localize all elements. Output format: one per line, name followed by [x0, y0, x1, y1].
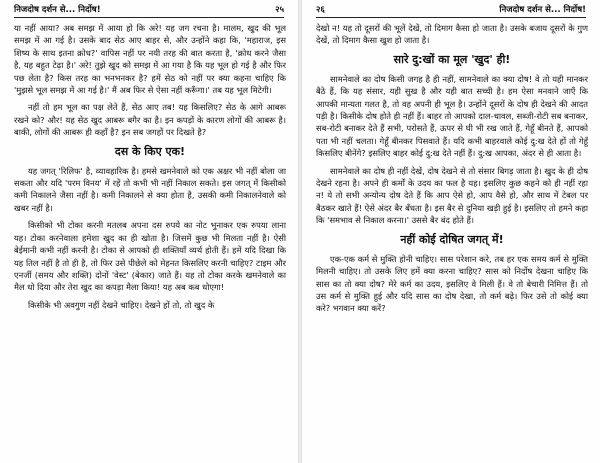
right-page: [302, 0, 600, 463]
paragraph: यह जगत् 'रिलिफ' है, व्यावहारिक है। हमसे खमनेवाले को एक अक्षर भी नहीं बोला जा सकता और यदि 'परम विनय' में रहें तो कभी भी नहीं निकाल सकते। इस जगत् में किसीको कमी निकालने जैसा नहीं है। कमी निकालने से क्या होता है, उसकी कमी निकालनेवाले को खबर नहीं है।: [14, 165, 286, 213]
right-header-title: निजदोष दर्शन से... निर्दोष!: [499, 5, 586, 15]
right-page-header: [316, 3, 586, 18]
paragraph: किसीको भी टोका करनी मतलब अपना दस रुपये का नोट भुनाकर एक रुपया लाना यह। टोका करनेवाला हमेशा खुद का ही खोता है। जिसमें कुछ भी मिलता नहीं है। ऐसी बेईमानी कभी नहीं करनी है। टोका से आपको ही शक्तियाँ व्यर्थ होती हैं। हमें यदि दिखा कि यह तिल नहीं है तो ही है, तो फिर उसे पीछेले को मेहनत किसलिए करनी चाहिए? टाइम और एनर्जी (समय और शक्ति) दोनों 'वेस्ट' (बेकार) जाते हैं। यह तो टोका करके खमनेवाले का मैल धो दिया और तेरा खुद का कपड़ा मैला किया! यह अब कब धोएगा!: [14, 220, 286, 293]
right-page-number: २६: [316, 5, 325, 15]
paragraph: नहीं तो हम भूल का पक्ष लेते हैं, सेठ आए तब! यह किसलिए? सेठ के आगे आबरू रखने को? और! यह सेठ खुद आबरू बगैर का है। इन कपड़ों के कारण लोगों की आबरू है। बाकी, लोगों की आबरू ही कहाँ है? इन सब जगहों पर दिखते है?: [14, 102, 286, 138]
section-heading: सारे दु:खों का मूल 'खुद' ही!: [393, 52, 511, 66]
paragraph: सामनेवाले का दोष ही नहीं देखें, दोष देखने से तो संसार बिगड़ जाता है। खुद के ही दोष देखने रहना है। अपने ही कर्मों के उदय का फल है यह। इसलिए कुछ कहने को ही नहीं रहा न! ये तो सभी अन्योन्य दोष देते हैं कि आप ऐसे हो, आप वैसे हो, और साथ में टेबल पर बैठकर खाते हैं! ऐसे अंदर बैर बँधता है। इस बैर से दुनिया खड़ी हुई है। इसलिए तो हमने कहा कि 'समभाव से निकाल करना।' उससे बैर बंद होते हैं।: [316, 165, 588, 226]
left-page-body: [14, 22, 286, 459]
paragraph: एक-एक कर्म से मुक्ति होनी चाहिए। सास परेशान करे, तब हर एक समय कर्म से मुक्ति मिलनी चाहिए। तो उसके लिए हमें क्या करना चाहिए? सास को निर्दोष देखना चाहिए कि सास का तो क्या दोष? मेरे कर्म का उदय, इसलिए वे मिली हैं। वे तो बेचारी निमित्त हैं। तो उस कर्म से मुक्ति हुई और यदि सास का दोष देखा, तो कर्म बढ़े। फिर उसे तो कोई क्या करे? भगवान क्या करें?: [316, 253, 588, 314]
left-page: [0, 0, 298, 463]
right-page-body: [316, 22, 588, 459]
left-header-title: निजदोष दर्शन से... निर्दोष!: [14, 5, 101, 15]
paragraph: देखो न! यह तो दूसरों की भूलें देखें, तो दिमाग कैसा हो जाता है। उसके बजाय दूसरों के गुण देखें, तो दिमाग कैसा खुश हो जाता है।: [316, 23, 588, 46]
paragraph: या नहीं आया? अब समझ में आया हो कि अरे! यह जग रचना है। मालम, खुद की भूल समझ में आ गई है। उसके बाद सेठ आए बाहर से, और उन्होंने कहा कि, 'महाराज, इस शिष्य के साथ इतना क्रोध?' वापिस नहीं पर नयी तरह की बात करता है, 'क्रोध करने जैसा है, यह बहुत टेढ़ा है।' अरे! तुझे खुद को समझ में आ गया है कि यह भूल हो गई है और फिर पछ लेता है? किस तरह का भनभनकर है? हमें सेठ को नहीं पर क्या कहना चाहिए कि 'मुझसे भूल समझ में आ गई है।' मैं अब फिर से ऐसा नहीं करूँगा।' तब यह भूल मिटेगी।: [14, 23, 286, 96]
paragraph: किसीके भी अवगुण नहीं देखने चाहिए। देखने हों तो, तो खुद के: [28, 299, 215, 310]
left-page-number: २५: [275, 5, 284, 15]
paragraph: सामनेवाले का दोष किसी जगह है ही नहीं, सामनेवाले का क्या दोष! वे तो यही मानकर बैठे हैं, कि यह संसार, यही सुख है और यही बात सच्ची है। हम ऐसा मनवाने जाएँ कि आपकी मान्यता गलत है, तो वह अपनी ही भूल है। उन्होंने दूसरों के दोष ही देखने की आदत पड़ी है। किसीके दोष होते ही नहीं हैं। बाहर तो आपको दाल-चावल, सब्जी-रोटी सब बनाकर, सब-रोटी बनाकर देते हैं सभी, परोसते हैं, ऊपर से घी भी रख जाते हैं, गेहूँ बीनते हैं, आपको पता भी नहीं चलता। गेहूँ बीनकर पिसवाते हैं। यदि कभी बाहरवाले कोई दु:ख देते हों तो गेहूँ किसलिए बीनेंगे? इसलिए बाहर कोई दु:ख देते नहीं हैं। दु:ख आपका, अंदर से ही आता है।: [316, 73, 588, 159]
section-heading-2: नहीं कोई दोषित जगत् में!: [400, 232, 504, 246]
left-page-header: [14, 3, 284, 18]
section-heading: दस के किए एक!: [114, 144, 186, 158]
